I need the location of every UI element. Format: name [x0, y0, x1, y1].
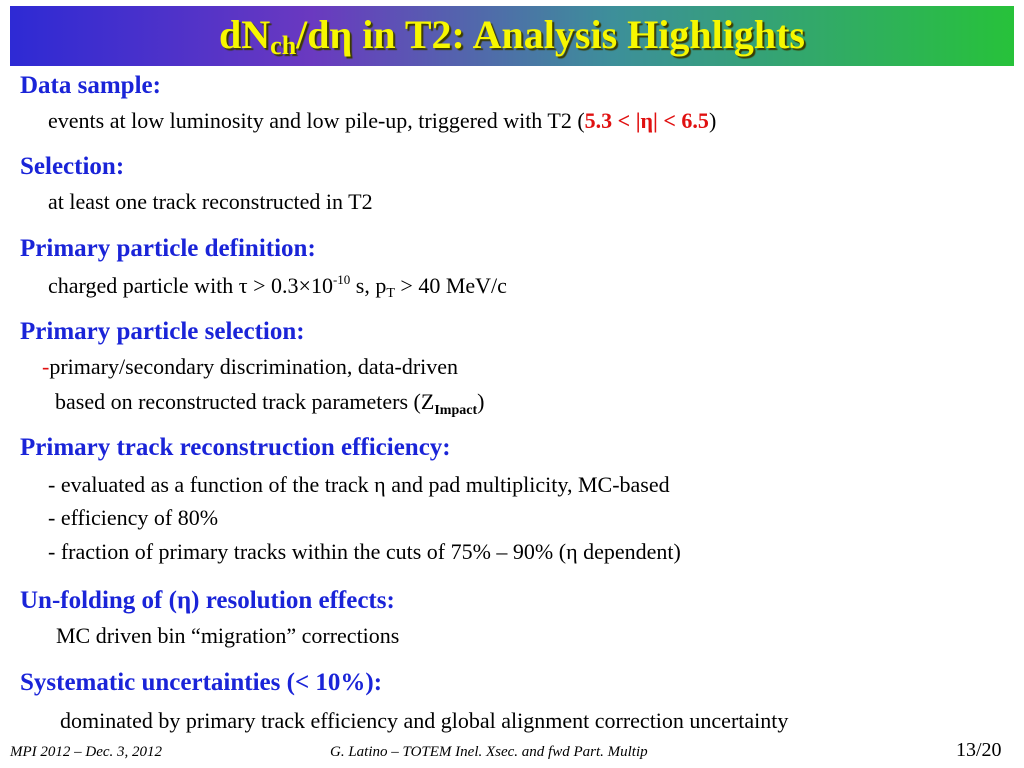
eta-range: 5.3 < |η| < 6.5 — [584, 108, 709, 133]
heading-data-sample: Data sample: — [20, 72, 161, 99]
heading-systematic: Systematic uncertainties (< 10%): — [20, 669, 383, 696]
heading-primary-selection: Primary particle selection: — [20, 318, 305, 345]
heading-primary-definition: Primary particle definition: — [20, 235, 316, 262]
data-sample-line: events at low luminosity and low pile-up, triggered with T2 (5.3 < |η| < 6.5) — [48, 108, 717, 133]
slide-title: $dN_{ch}/d\eta$ in T2: Analysis Highlights — [219, 12, 805, 60]
selection-line: at least one track reconstructed in T2 — [48, 189, 373, 214]
heading-track-efficiency: Primary track reconstruction efficiency: — [20, 434, 451, 461]
primary-definition-line: charged particle with $\tau > 0.3\times 10^{-10}$ s, $p_T > 40$ MeV/c — [48, 272, 507, 301]
footer-center: G. Latino – TOTEM Inel. Xsec. and fwd Part. Multip — [330, 744, 648, 760]
systematic-line: dominated by primary track efficiency and global alignment correction uncertainty — [60, 708, 789, 733]
footer-left: MPI 2012 – Dec. 3, 2012 — [10, 744, 163, 760]
primary-selection-line-1: -primary/secondary discrimination, data-driven — [42, 354, 459, 379]
track-efficiency-item: - efficiency of 80% — [48, 505, 219, 530]
heading-unfolding: Un-folding of (η) resolution effects: — [20, 587, 395, 614]
unfolding-line: MC driven bin “migration” corrections — [56, 623, 400, 648]
page-number: 13/20 — [956, 739, 1002, 761]
track-efficiency-item: - evaluated as a function of the track η and pad multiplicity, MC-based — [48, 472, 670, 497]
track-efficiency-item: - fraction of primary tracks within the cuts of 75% – 90% (η dependent) — [48, 539, 681, 564]
heading-selection: Selection: — [20, 153, 125, 180]
primary-selection-line-2: based on reconstructed track parameters $(Z_{Impact})$ — [55, 389, 485, 418]
